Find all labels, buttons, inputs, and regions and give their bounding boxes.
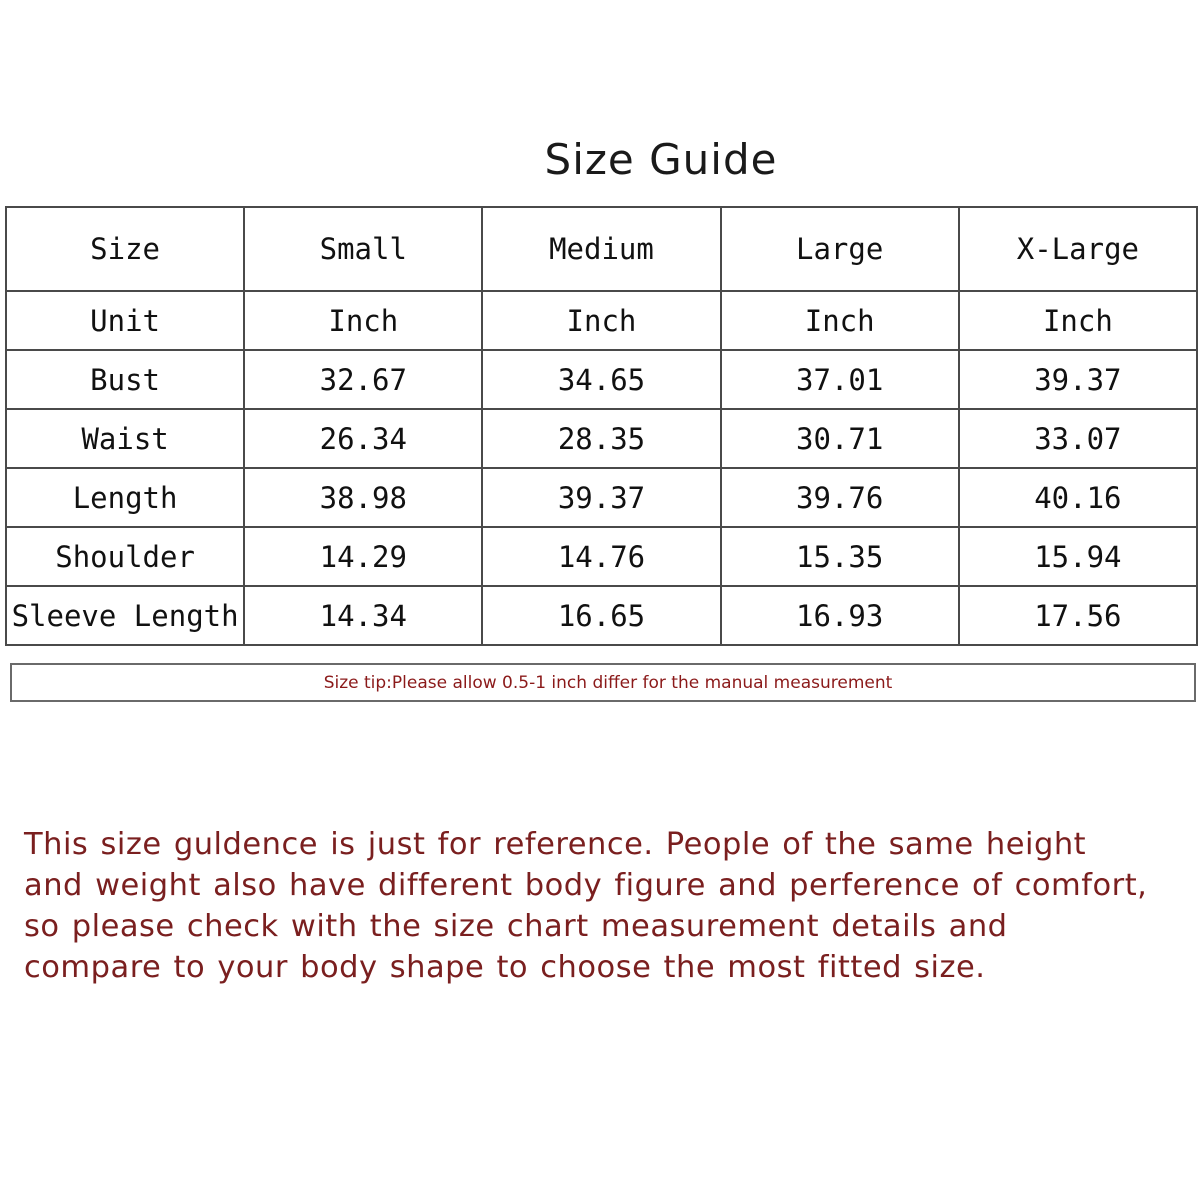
table-cell: 28.35 <box>482 409 720 468</box>
table-cell: 16.93 <box>721 586 959 645</box>
table-row-unit <box>6 291 1197 350</box>
row-label: Sleeve Length <box>6 586 244 645</box>
table-cell: 39.37 <box>482 468 720 527</box>
reference-note: This size guldence is just for reference. People of the same height and weight also have different body figure and perference of comfort, so please check with the size chart measurement details and compare to your body shape to choose the most fitted size. <box>24 827 1148 985</box>
table-row-shoulder <box>6 527 1197 586</box>
header-cell-x-large: X-Large <box>959 207 1197 291</box>
row-label: Waist <box>6 409 244 468</box>
header-cell-size: Size <box>6 207 244 291</box>
table-cell: 30.71 <box>721 409 959 468</box>
row-label: Shoulder <box>6 527 244 586</box>
table-cell: 34.65 <box>482 350 720 409</box>
table-cell: 38.98 <box>244 468 482 527</box>
table-cell: 16.65 <box>482 586 720 645</box>
row-label: Length <box>6 468 244 527</box>
table-cell: Inch <box>244 291 482 350</box>
header-cell-small: Small <box>244 207 482 291</box>
size-tip-box <box>10 663 1196 702</box>
table-cell: Inch <box>959 291 1197 350</box>
size-table <box>5 206 1198 646</box>
table-row-bust <box>6 350 1197 409</box>
table-cell: 32.67 <box>244 350 482 409</box>
table-cell: 39.37 <box>959 350 1197 409</box>
header-cell-medium: Medium <box>482 207 720 291</box>
table-cell: Inch <box>721 291 959 350</box>
table-cell: 26.34 <box>244 409 482 468</box>
table-cell: 39.76 <box>721 468 959 527</box>
table-cell: Inch <box>482 291 720 350</box>
size-tip-text: Size tip:Please allow 0.5-1 inch differ for the manual measurement <box>323 672 893 693</box>
table-cell: 15.35 <box>721 527 959 586</box>
table-row-waist <box>6 409 1197 468</box>
table-cell: 17.56 <box>959 586 1197 645</box>
table-header-row <box>6 207 1197 291</box>
table-cell: 15.94 <box>959 527 1197 586</box>
table-cell: 14.76 <box>482 527 720 586</box>
header-cell-large: Large <box>721 207 959 291</box>
table-cell: 14.34 <box>244 586 482 645</box>
table-cell: 37.01 <box>721 350 959 409</box>
table-cell: 40.16 <box>959 468 1197 527</box>
table-row-length <box>6 468 1197 527</box>
row-label: Bust <box>6 350 244 409</box>
table-row-sleeve-length <box>6 586 1197 645</box>
row-label: Unit <box>6 291 244 350</box>
table-cell: 14.29 <box>244 527 482 586</box>
page-title: Size Guide <box>544 135 778 184</box>
table-cell: 33.07 <box>959 409 1197 468</box>
